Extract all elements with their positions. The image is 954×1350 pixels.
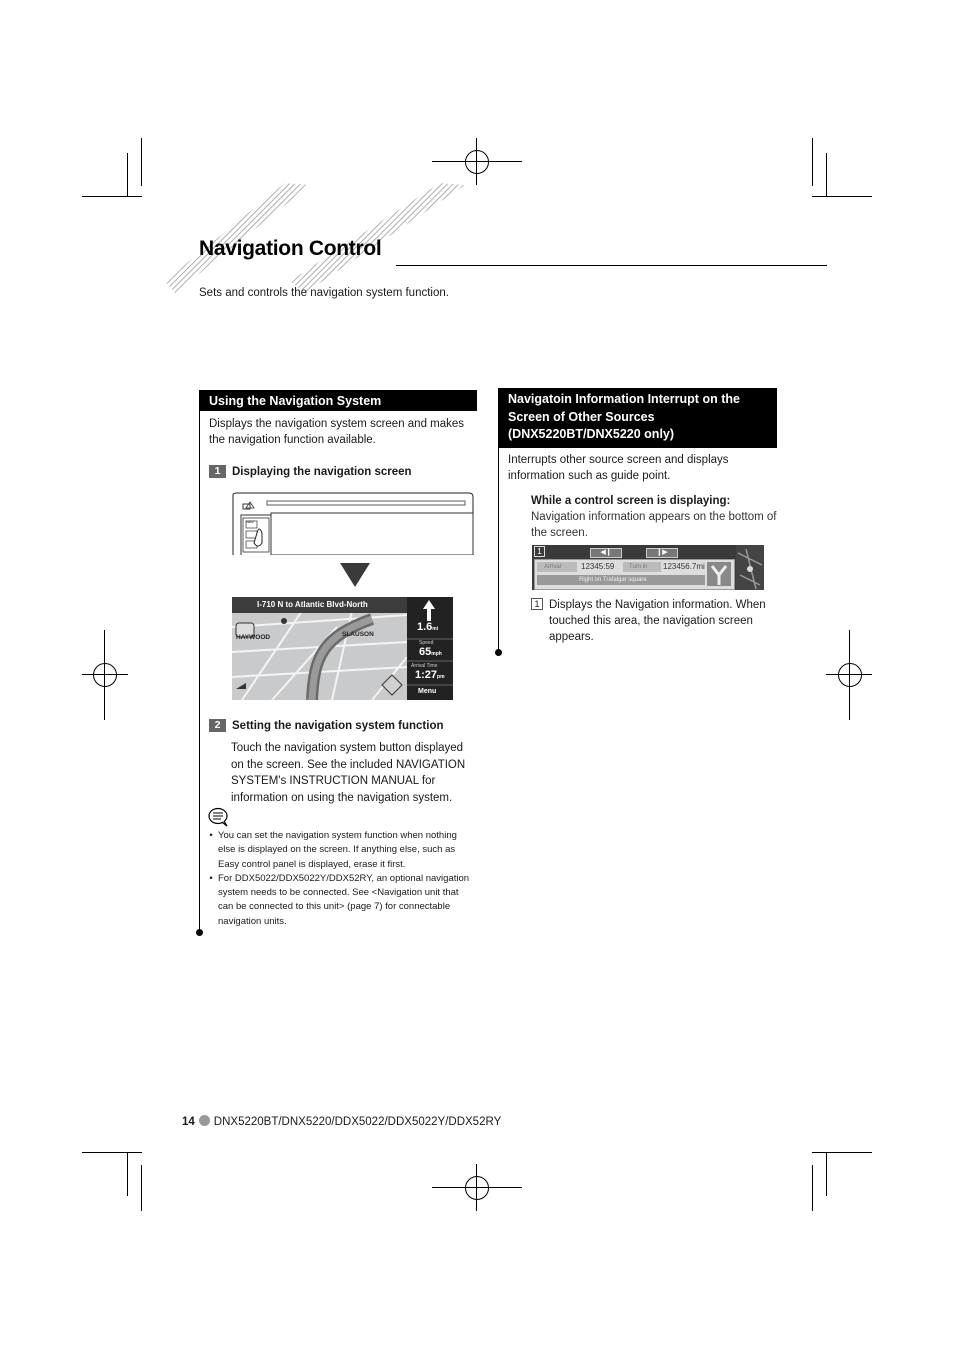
prev-button[interactable]: ◀❙ — [590, 548, 622, 558]
step-1 — [209, 462, 412, 480]
arrival-value: 12345:59 — [581, 562, 615, 571]
legend-number: 1 — [531, 598, 543, 610]
page-title: Navigation Control — [199, 237, 382, 260]
step-title: Displaying the navigation screen — [232, 466, 412, 478]
arrival-label: Arrival Time — [411, 663, 438, 669]
street-name: Right on Trafalgar square — [537, 575, 705, 585]
section-body: Interrupts other source screen and displays information such as guide point. — [508, 454, 729, 482]
map-place-haywood: HAYWOOD — [236, 634, 271, 641]
sub-heading: While a control screen is displaying: — [531, 495, 731, 507]
note-icon — [208, 807, 230, 827]
speed-unit: mph — [431, 651, 442, 657]
speed-value: 65 — [419, 646, 432, 658]
step-number: 2 — [209, 719, 226, 732]
map-place-slauson: SLAUSON — [342, 631, 374, 638]
page-intro: Sets and controls the navigation system function. — [199, 287, 449, 299]
column-end-dot — [495, 649, 502, 656]
map-menu-button[interactable]: Menu — [418, 688, 437, 695]
section-body: Displays the navigation system screen and makes the navigation function available. — [209, 418, 465, 446]
next-button[interactable]: ❙▶ — [646, 548, 678, 558]
turn-fork-icon — [707, 562, 731, 586]
sub-body: Navigation information appears on the bottom of the screen. — [531, 511, 777, 539]
map-distance — [417, 621, 438, 633]
model-list: DNX5220BT/DNX5220/DDX5022/DDX5022Y/DDX52RY — [213, 1116, 502, 1128]
footer-dot — [199, 1115, 210, 1126]
legend-text: Displays the Navigation information. When touched this area, the navigation screen appears. — [549, 599, 766, 643]
distance-value: 1.6 — [417, 621, 433, 633]
map-speed — [419, 646, 442, 658]
map-thumbnail — [736, 545, 764, 590]
down-arrow-icon — [340, 563, 370, 587]
nav-info-panel[interactable] — [534, 559, 735, 590]
turn-value: 123456.7mi — [663, 562, 705, 571]
note-item: • For DDX5022/DDX5022Y/DDX52RY, an optional navigation system needs to be connected. See <Navigation unit that can be connected to this unit> (page 7) for connectable navigation units. — [218, 872, 472, 929]
navigation-info-strip[interactable] — [532, 545, 764, 590]
navigation-map-screen[interactable] — [232, 597, 453, 700]
arrival-unit: pm — [437, 674, 445, 680]
nav-button-label: NAV — [246, 519, 254, 524]
arrival-value: 1:27 — [415, 669, 438, 681]
strip-callout-number: 1 — [534, 546, 545, 557]
note-item: • You can set the navigation system function when nothing else is displayed on the screen. If anything else, such as Easy control panel is displayed, erase it first. — [218, 829, 472, 872]
step-2 — [209, 716, 444, 734]
arrival-label: Arrival — [537, 562, 577, 572]
step-title: Setting the navigation system function — [232, 720, 444, 732]
notes-list — [200, 829, 472, 929]
map-street-banner: I-710 N to Atlantic Blvd-North — [257, 600, 368, 609]
speed-label: Speed — [419, 640, 434, 646]
title-rule — [396, 265, 827, 266]
legend-item — [531, 597, 771, 643]
step-2-body: Touch the navigation system button displayed on the screen. See the included NAVIGATION SYSTEM's INSTRUCTION MANUAL for information on using the navigation system. — [231, 742, 466, 804]
page-footer — [182, 1115, 501, 1128]
map-arrival — [415, 669, 445, 681]
section-heading-navigation-interrupt: Navigatoin Information Interrupt on the Screen of Other Sources (DNX5220BT/DNX5220 only) — [499, 388, 777, 448]
distance-unit: mi — [432, 626, 439, 632]
step-number: 1 — [209, 465, 226, 478]
page-number: 14 — [182, 1116, 195, 1128]
turn-label: Turn in — [623, 562, 661, 572]
column-end-dot — [196, 929, 203, 936]
device-front-panel-illustration — [231, 491, 476, 555]
section-heading-navigation-system: Using the Navigation System — [200, 390, 477, 411]
